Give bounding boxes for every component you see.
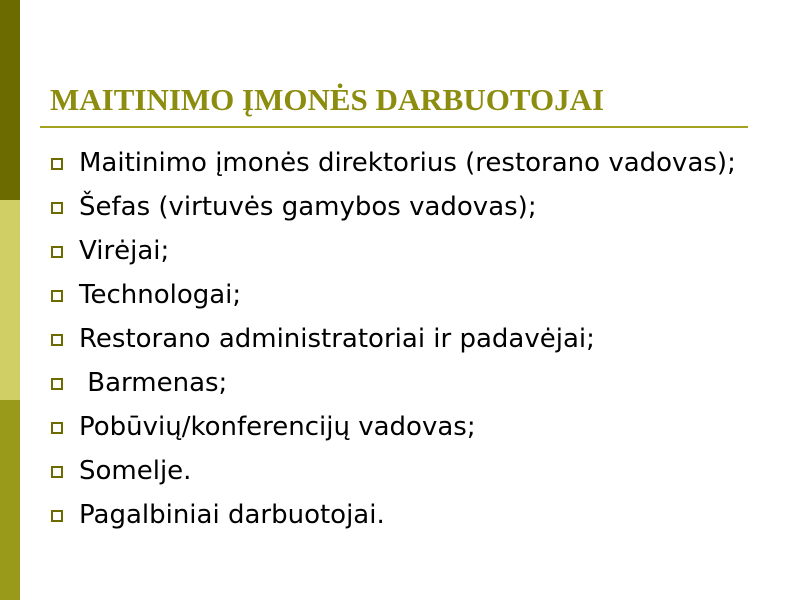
list-item-text: Pagalbiniai darbuotojai. bbox=[79, 500, 385, 530]
side-bar-top bbox=[0, 0, 20, 200]
side-bar-bottom bbox=[0, 400, 20, 600]
bullet-list bbox=[50, 145, 740, 541]
list-item bbox=[50, 321, 740, 357]
side-bar-middle bbox=[0, 200, 20, 400]
list-item bbox=[50, 497, 740, 533]
list-item-text: Virėjai; bbox=[79, 236, 170, 266]
list-item-text: Šefas (virtuvės gamybos vadovas); bbox=[79, 192, 537, 222]
list-item bbox=[50, 453, 740, 489]
list-item bbox=[50, 233, 740, 269]
square-bullet-icon bbox=[51, 158, 63, 170]
list-item-text: Pobūvių/konferencijų vadovas; bbox=[79, 412, 476, 442]
title-underline bbox=[40, 126, 748, 128]
square-bullet-icon bbox=[51, 378, 63, 390]
list-item bbox=[50, 365, 740, 401]
square-bullet-icon bbox=[51, 510, 63, 522]
list-item-text: Technologai; bbox=[79, 280, 242, 310]
square-bullet-icon bbox=[51, 422, 63, 434]
square-bullet-icon bbox=[51, 202, 63, 214]
list-item bbox=[50, 189, 740, 225]
list-item-text: Maitinimo įmonės direktorius (restorano vadovas); bbox=[79, 148, 736, 178]
list-item bbox=[50, 409, 740, 445]
square-bullet-icon bbox=[51, 334, 63, 346]
square-bullet-icon bbox=[51, 246, 63, 258]
list-item bbox=[50, 277, 740, 313]
slide-title: MAITINIMO ĮMONĖS DARBUOTOJAI bbox=[50, 82, 605, 117]
list-item-text: Somelje. bbox=[79, 456, 192, 486]
list-item-text: Barmenas; bbox=[79, 368, 228, 398]
list-item-text: Restorano administratoriai ir padavėjai; bbox=[79, 324, 595, 354]
square-bullet-icon bbox=[51, 290, 63, 302]
square-bullet-icon bbox=[51, 466, 63, 478]
list-item bbox=[50, 145, 740, 181]
